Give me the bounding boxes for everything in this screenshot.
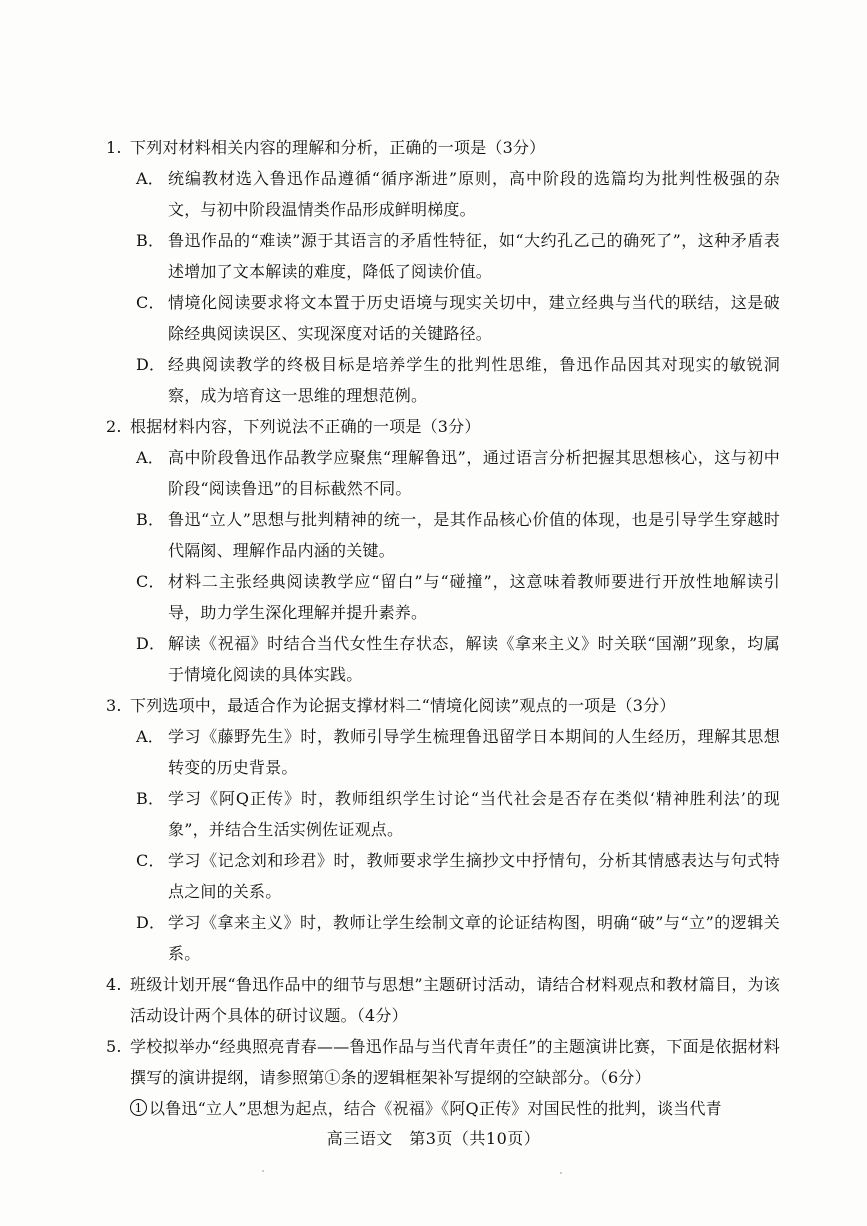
option-b (100, 783, 780, 845)
option-letter: D． (136, 355, 166, 374)
scan-speck (262, 1170, 264, 1172)
option-letter: D． (136, 634, 166, 653)
option-text: 鲁迅“立人”思想与批判精神的统一，是其作品核心价值的体现，也是引导学生穿越时代隔阂、理解作品内涵的关键。 (168, 510, 780, 560)
question-stem: 下列选项中，最适合作为论据支撑材料二“情境化阅读”观点的一项是（3分） (130, 696, 676, 715)
question-1 (100, 132, 780, 411)
question-2 (100, 411, 780, 690)
question-stem: 下列对材料相关内容的理解和分析，正确的一项是（3分） (130, 138, 546, 157)
option-b (100, 504, 780, 566)
question-stem: 学校拟举办“经典照亮青春——鲁迅作品与当代青年责任”的主题演讲比赛，下面是依据材料撰写的演讲提纲，请参照第①条的逻辑框架补写提纲的空缺部分。（6分） (130, 1037, 780, 1087)
option-text: 学习《记念刘和珍君》时，教师要求学生摘抄文中抒情句，分析其情感表达与句式特点之间的关系。 (168, 851, 780, 901)
question-number: 3. (106, 696, 122, 715)
question-number: 1. (106, 138, 122, 157)
option-letter: C． (136, 293, 165, 312)
question-3 (100, 690, 780, 969)
page-footer: 高三语文 第3页（共10页） (326, 1129, 541, 1148)
option-letter: D． (136, 913, 166, 932)
option-c (100, 287, 780, 349)
option-a (100, 163, 780, 225)
option-text: 材料二主张经典阅读教学应“留白”与“碰撞”，这意味着教师要进行开放性地解读引导，助力学生深化理解并提升素养。 (168, 572, 780, 622)
option-text: 统编教材选入鲁迅作品遵循“循序渐进”原则，高中阶段的选篇均为批判性极强的杂文，与初中阶段温情类作品形成鲜明梯度。 (168, 169, 780, 219)
option-letter: B． (136, 789, 165, 808)
question-4 (100, 969, 780, 1031)
questions-area (100, 132, 780, 1124)
option-text: 学习《藤野先生》时，教师引导学生梳理鲁迅留学日本期间的人生经历，理解其思想转变的历史背景。 (168, 727, 780, 777)
option-text: 经典阅读教学的终极目标是培养学生的批判性思维，鲁迅作品因其对现实的敏锐洞察，成为培育这一思维的理想范例。 (168, 355, 780, 405)
option-letter: C． (136, 851, 165, 870)
question-number: 2. (106, 417, 122, 436)
option-a (100, 721, 780, 783)
outline-item-text: 以鲁迅“立人”思想为起点，结合《祝福》《阿Q正传》对国民性的批判，谈当代青 (149, 1099, 722, 1118)
option-d (100, 628, 780, 690)
question-number: 4. (106, 975, 122, 994)
option-d (100, 907, 780, 969)
option-text: 鲁迅作品的“难读”源于其语言的矛盾性特征，如“大约孔乙己的确死了”，这种矛盾表述增加了文本解读的难度，降低了阅读价值。 (168, 231, 780, 281)
option-c (100, 845, 780, 907)
option-text: 高中阶段鲁迅作品教学应聚焦“理解鲁迅”，通过语言分析把握其思想核心，这与初中阶段“阅读鲁迅”的目标截然不同。 (168, 448, 780, 498)
option-letter: A． (136, 169, 164, 188)
option-letter: B． (136, 510, 165, 529)
option-b (100, 225, 780, 287)
question-5 (100, 1031, 780, 1124)
scan-speck (560, 1172, 562, 1174)
question-stem: 班级计划开展“鲁迅作品中的细节与思想”主题研讨活动，请结合材料观点和教材篇目，为该活动设计两个具体的研讨议题。（4分） (130, 975, 780, 1025)
option-letter: C． (136, 572, 165, 591)
option-letter: B． (136, 231, 165, 250)
question-number: 5. (106, 1037, 122, 1056)
option-text: 解读《祝福》时结合当代女性生存状态，解读《拿来主义》时关联“国潮”现象，均属于情境化阅读的具体实践。 (168, 634, 780, 684)
option-c (100, 566, 780, 628)
outline-item-1 (130, 1093, 780, 1124)
option-text: 学习《阿Q正传》时，教师组织学生讨论“当代社会是否存在类似‘精神胜利法’的现象”，并结合生活实例佐证观点。 (168, 789, 780, 839)
option-a (100, 442, 780, 504)
circled-number-1: 1 (130, 1099, 147, 1116)
option-letter: A． (136, 727, 164, 746)
option-text: 情境化阅读要求将文本置于历史语境与现实关切中，建立经典与当代的联结，这是破除经典阅读误区、实现深度对话的关键路径。 (168, 293, 780, 343)
option-d (100, 349, 780, 411)
option-text: 学习《拿来主义》时，教师让学生绘制文章的论证结构图，明确“破”与“立”的逻辑关系。 (168, 913, 780, 963)
question-stem: 根据材料内容，下列说法不正确的一项是（3分） (130, 417, 481, 436)
option-letter: A． (136, 448, 164, 467)
